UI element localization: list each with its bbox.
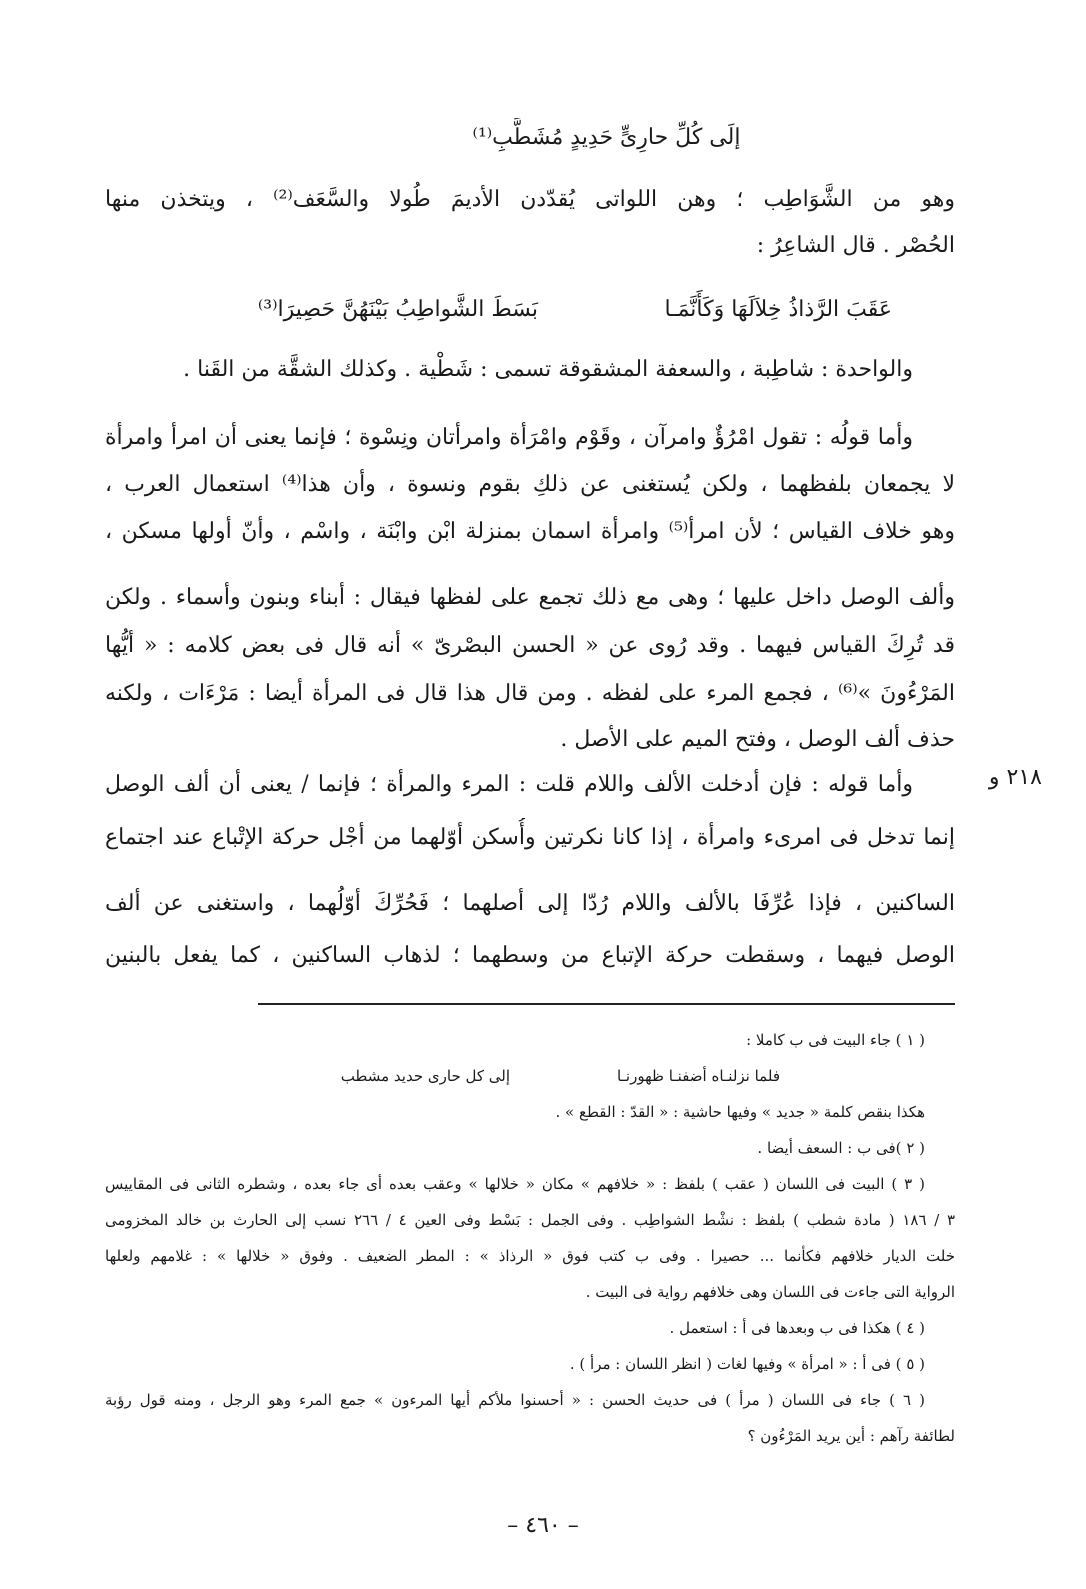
footnote-3-line-1: ( ٣ ) البيت فى اللسان ( عقب ) بلفظ : « خلافهم » مكان « خلالها » وعقب بعده أى جاء بعده ، وشطره الثانى فى المقاييس [105, 1175, 925, 1193]
margin-folio-reference: ٢١٨ و [988, 765, 1042, 790]
verse-hemistich-right: عَقَبَ الرَّذاذُ خِلاَلَهَا وَكَأَنَّمَـا [664, 297, 892, 322]
paragraph-2-line-2: لا يجمعان بلفظهما ، ولكن يُستغنى عن ذلكِ بقوم ونسوة ، وأن هذا⁽⁴⁾ استعمال العرب ، [105, 472, 955, 497]
footnote-1-verse-left: إلى كل حارى حديد مشطب [340, 1067, 510, 1085]
paragraph-3-line-4: الوصل فيهما ، وسقطت حركة الإتباع من وسطهما ؛ لذهاب الساكنين ، كما يفعل بالبنين [105, 943, 955, 968]
footnote-2: ( ٢ )فى ب : السعف أيضا . [757, 1139, 925, 1157]
paragraph-1-line: والواحدة : شاطِبة ، والسعفة المشقوقة تسمى : شَطْية . وكذلك الشقَّة من القَنا . [183, 357, 913, 382]
footnote-3-line-4: الرواية التى جاءت فى اللسان وهى خلافهم رواية فى البيت . [585, 1283, 955, 1301]
page-number: – ٤٦٠ – [507, 1513, 579, 1538]
footnote-3-line-3: خلت الديار خلافهم فكأنما ... حصيرا . وفى ب كتب فوق « الرذاذ » : المطر الضعيف . وفوق « خلالها » : غلامهم ولعلها [105, 1247, 955, 1265]
paragraph-2-line-7: حذف ألف الوصل ، وفتح الميم على الأصل . [560, 727, 955, 752]
footnote-5: ( ٥ ) فى أ : « امرأة » وفيها لغات ( انظر اللسان : مرأ ) . [569, 1355, 925, 1373]
paragraph-2-line-3: وهو خلاف القياس ؛ لأن امرأ⁽⁵⁾ وامرأة اسمان بمنزلة ابْن وابْنَة ، واسْم ، وأنّ أولها مسكن ، [105, 519, 955, 544]
paragraph-2-line-5: قد تُرِكَ القياس فيهما . وقد رُوى عن « الحسن البصْرىّ » أنه قال فى بعض كلامه : « أيُّها [105, 633, 955, 658]
footnote-separator [258, 1003, 955, 1005]
paragraph-2-line-4: وألف الوصل داخل عليها ؛ وهى مع ذلك تجمع على لفظها فيقال : أبناء وبنون وأسماء . ولكن [105, 585, 955, 610]
footnote-1: ( ١ ) جاء البيت فى ب كاملا : [746, 1031, 925, 1049]
verse-hemistich-left: بَسَطَ الشَّواطِبُ بَيْنَهُنَّ حَصِيرَا⁽³⁾ [257, 297, 538, 322]
footnote-1-verse-right: فلما نزلنـاه أضفنـا ظهورنـا [616, 1067, 780, 1085]
verse-heading: إلَى كُلِّ حارِىٍّ حَدِيدٍ مُشَطَّبِ⁽¹⁾ [472, 125, 741, 150]
paragraph-2-line-6: المَرْءُونَ »⁽⁶⁾ ، فجمع المرء على لفظه . ومن قال هذا قال فى المرأة أيضا : مَرْءَات ، ولكنه [105, 681, 955, 706]
body-line-2: الحُصْر . قال الشاعِرُ : [756, 233, 955, 258]
footnote-6-line-1: ( ٦ ) جاء فى اللسان ( مرأ ) فى حديث الحسن : « أحسنوا ملأكم أيها المرءون » جمع المرء وهو الرجل ، ومنه قول رؤبة [105, 1391, 925, 1409]
footnote-4: ( ٤ ) هكذا فى ب وبعدها فى أ : استعمل . [669, 1319, 925, 1337]
paragraph-3-line-1: وأما قوله : فإن أدخلت الألف واللام قلت : المرء والمرأة ؛ فإنما / يعنى أن ألف الوصل [105, 772, 913, 797]
footnote-6-line-2: لطائفة رآهم : أين يريد المَرْءُون ؟ [747, 1427, 955, 1445]
body-line-1: وهو من الشَّوَاطِب ؛ وهن اللواتى يُقدّدن الأديمَ طُولا والسَّعَف⁽²⁾ ، ويتخذن منها [105, 187, 955, 212]
paragraph-3-line-2: إنما تدخل فى امرىء وامرأة ، إذا كانا نكرتين وأُسكن أوّلهما من أجْل حركة الإتْباع عند اجتماع [105, 825, 955, 850]
paragraph-2-line-1: وأما قولُه : تقول امْرُؤٌ وامرآن ، وقَوْم وامْرَأة وامرأتان ونِسْوة ؛ فإنما يعنى أن امرأ وامرأة [105, 425, 913, 450]
footnote-3-line-2: ٣ / ١٨٦ ( مادة شطب ) بلفظ : نشْط الشواطِب . وفى الجمل : بَسْط وفى العين ٤ / ٢٦٦ نسب إلى الحارث بن خالد المخزومى [105, 1211, 955, 1229]
footnote-1-note: هكذا بنقص كلمة « جديد » وفيها حاشية : « القدّ : القطع » . [555, 1103, 925, 1121]
paragraph-3-line-3: الساكنين ، فإذا عُرِّفَا بالألف واللام رُدّا إلى أصلهما ؛ فَحُرِّكَ أوّلُهما ، واستغنى عن ألف [105, 891, 955, 916]
